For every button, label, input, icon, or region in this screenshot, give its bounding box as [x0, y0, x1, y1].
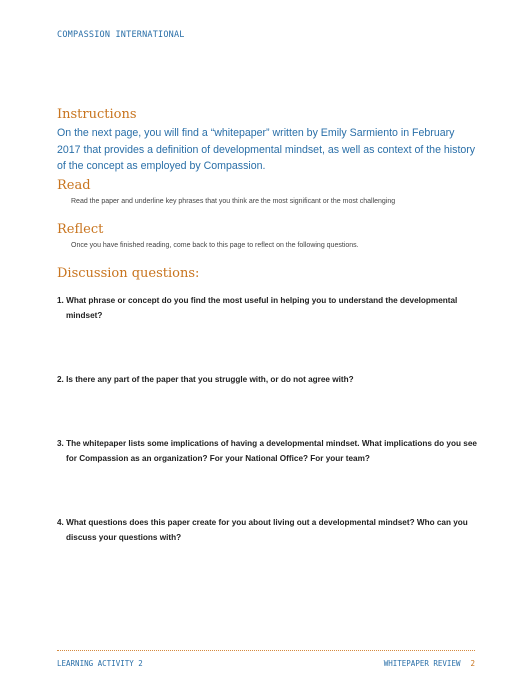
question-2	[57, 372, 477, 387]
discussion-heading: Discussion questions:	[57, 266, 200, 281]
question-text: 1. What phrase or concept do you find the most useful in helping you to understand the developmental mindset?	[57, 296, 458, 320]
reflect-body: Once you have finished reading, come back to this page to reflect on the following questions.	[71, 242, 359, 249]
footer-section	[384, 659, 475, 668]
question-1	[57, 293, 477, 323]
question-text: 4. What questions does this paper create for you about living out a developmental mindset? Who can you discuss your questions with?	[57, 518, 468, 542]
instructions-heading: Instructions	[57, 107, 137, 122]
read-body: Read the paper and underline key phrases that you think are the most significant or the most challenging	[71, 198, 396, 205]
footer-section-label: WHITEPAPER REVIEW	[383, 659, 461, 668]
instructions-body: On the next page, you will find a “whitepaper” written by Emily Sarmiento in February 2017 that provides a definition of developmental mindset, as well as context of the history of the concept as employed by Compassion.	[57, 127, 476, 172]
reflect-heading: Reflect	[57, 222, 104, 237]
question-text: 3. The whitepaper lists some implications of having a developmental mindset. What implications do you see for Compassion as an organization? For your National Office? For your team?	[57, 439, 477, 463]
question-3	[57, 436, 477, 466]
question-4	[57, 515, 477, 545]
read-heading: Read	[57, 178, 91, 193]
page-number: 2	[470, 659, 475, 668]
footer-activity-label: LEARNING ACTIVITY 2	[57, 659, 143, 668]
question-text: 2. Is there any part of the paper that you struggle with, or do not agree with?	[57, 375, 354, 384]
footer-divider	[57, 650, 475, 651]
header-organization: COMPASSION INTERNATIONAL	[57, 30, 185, 40]
